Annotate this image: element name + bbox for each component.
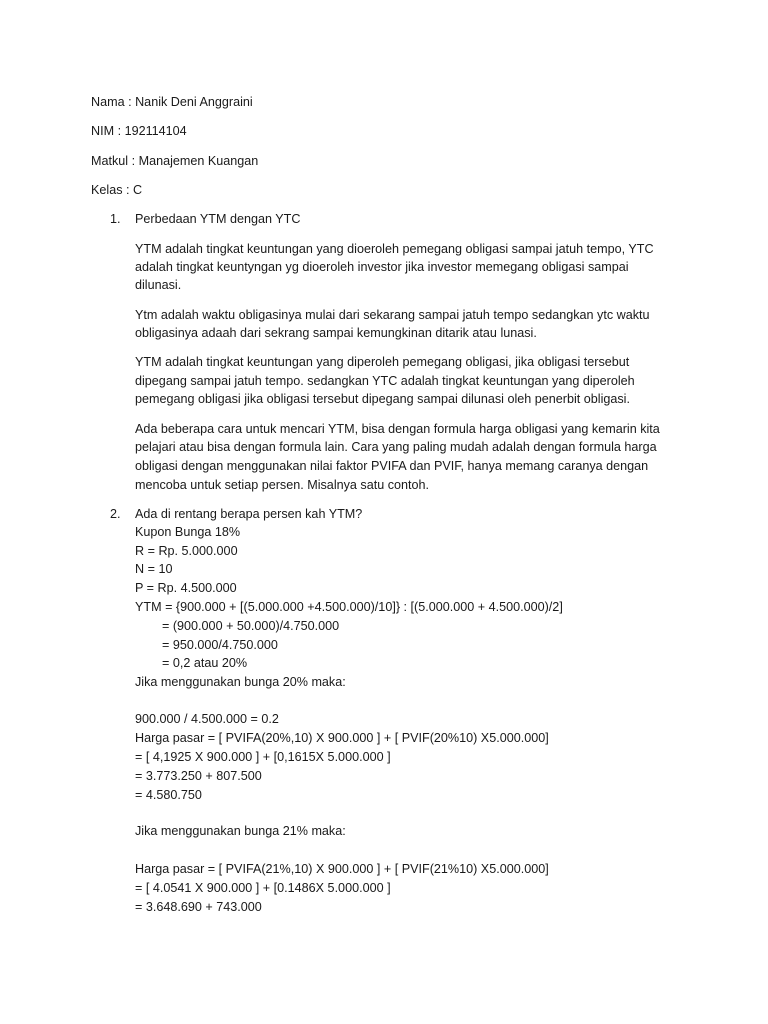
q1-number: 1. — [110, 212, 121, 226]
q2-line: YTM = {900.000 + [(5.000.000 +4.500.000)/10]} : [(5.000.000 + 4.500.000)/2] — [135, 600, 563, 614]
q1-p1-line: adalah tingkat keuntyngan yg dioeroleh investor jika investor memegang obligasi sampai — [135, 260, 629, 274]
q2-calc-line: = 950.000/4.750.000 — [162, 638, 278, 652]
q1-p4-line: mencoba untuk setiap persen. Misalnya satu contoh. — [135, 478, 430, 492]
q1-p3-line: YTM adalah tingkat keuntungan yang diperoleh pemegang obligasi, jika obligasi tersebut — [135, 355, 630, 369]
q2-bunga20-line: 900.000 / 4.500.000 = 0.2 — [135, 712, 279, 726]
q2-line: R = Rp. 5.000.000 — [135, 544, 238, 558]
q2-bunga20-line: = [ 4,1925 X 900.000 ] + [0,1615X 5.000.000 ] — [135, 750, 391, 764]
student-name: Nama : Nanik Deni Anggraini — [91, 95, 253, 109]
q1-p4-line: obligasi dengan menggunakan nilai faktor PVIFA dan PVIF, hanya memang caranya dengan — [135, 459, 649, 473]
q2-bunga21-line: = [ 4.0541 X 900.000 ] + [0.1486X 5.000.000 ] — [135, 881, 391, 895]
class-name: Kelas : C — [91, 183, 143, 197]
q2-calc-line: = (900.000 + 50.000)/4.750.000 — [162, 619, 340, 633]
q1-p4-line: pelajari atau bisa dengan formula lain. Cara yang paling mudah adalah dengan formula harga — [135, 440, 657, 454]
q1-p2-line: Ytm adalah waktu obligasinya mulai dari sekarang sampai jatuh tempo sedangkan ytc waktu — [135, 308, 650, 322]
q2-bunga21-title: Jika menggunakan bunga 21% maka: — [135, 824, 346, 838]
q2-number: 2. — [110, 507, 121, 521]
q2-line: P = Rp. 4.500.000 — [135, 581, 237, 595]
q2-bunga21-line: Harga pasar = [ PVIFA(21%,10) X 900.000 ] + [ PVIF(21%10) X5.000.000] — [135, 862, 549, 876]
q1-p1-line: dilunasi. — [135, 278, 182, 292]
q1-p1-line: YTM adalah tingkat keuntungan yang dioeroleh pemegang obligasi sampai jatuh tempo, YTC — [135, 242, 654, 256]
q1-p3-line: dipegang sampai jatuh tempo. sedangkan YTC adalah tingkat keuntungan yang diperoleh — [135, 374, 635, 388]
q2-bunga20-line: = 4.580.750 — [135, 788, 202, 802]
q1-p2-line: obligasinya adaah dari sekrang sampai kemungkinan ditarik atau lunasi. — [135, 326, 537, 340]
q2-line: Kupon Bunga 18% — [135, 525, 241, 539]
q2-bunga20-line: = 3.773.250 + 807.500 — [135, 769, 262, 783]
q2-line: N = 10 — [135, 562, 173, 576]
q1-title: Perbedaan YTM dengan YTC — [135, 212, 301, 226]
student-nim: NIM : 192114104 — [91, 124, 187, 138]
q1-p4-line: Ada beberapa cara untuk mencari YTM, bisa dengan formula harga obligasi yang kemarin kita — [135, 422, 660, 436]
q2-bunga21-line: = 3.648.690 + 743.000 — [135, 900, 262, 914]
q2-title: Ada di rentang berapa persen kah YTM? — [135, 507, 363, 521]
q2-calc-line: = 0,2 atau 20% — [162, 656, 248, 670]
q2-bunga20-line: Harga pasar = [ PVIFA(20%,10) X 900.000 ] + [ PVIF(20%10) X5.000.000] — [135, 731, 549, 745]
course-name: Matkul : Manajemen Kuangan — [91, 154, 259, 168]
q1-p3-line: pemegang obligasi jika obligasi tersebut dipegang sampai dilunasi oleh penerbit obligasi. — [135, 392, 630, 406]
q2-bunga20-title: Jika menggunakan bunga 20% maka: — [135, 675, 346, 689]
